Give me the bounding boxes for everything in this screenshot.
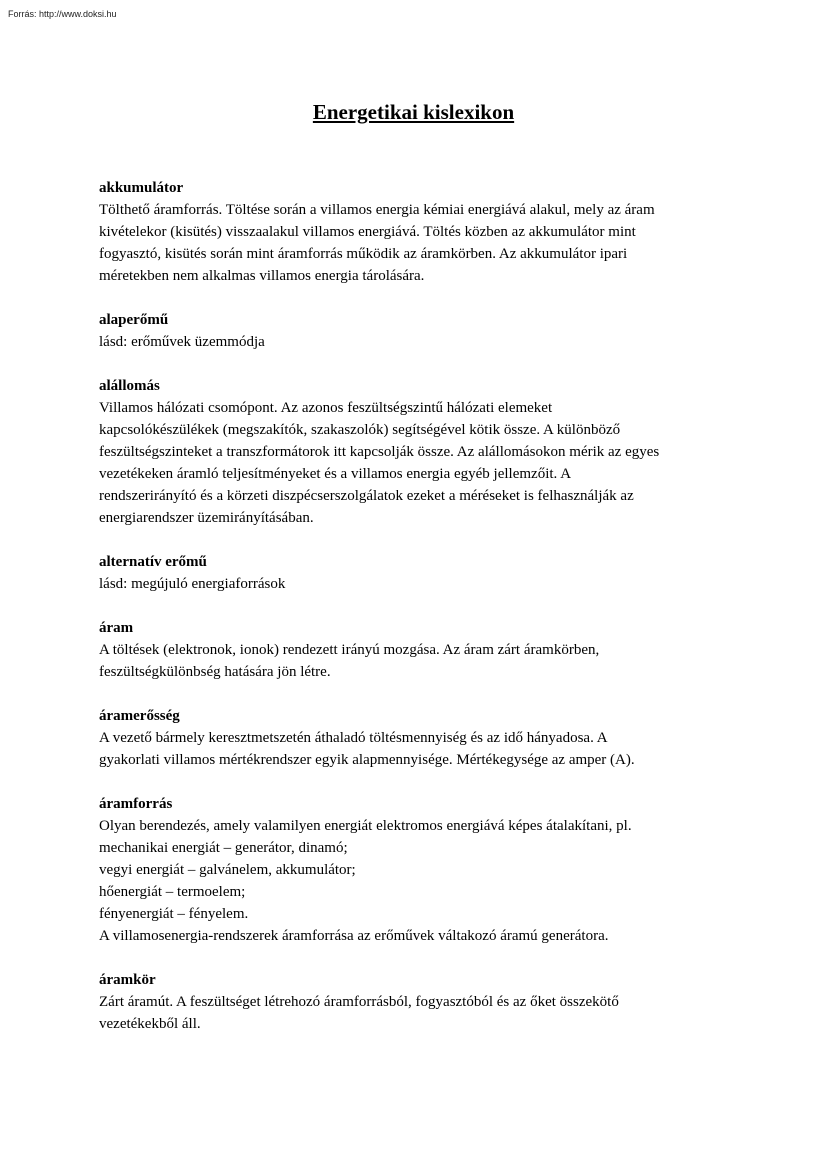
entry-definition-line: kivételekor (kisütés) visszaalakul villamos energiává. Töltés közben az akkumulátor mint xyxy=(99,224,636,240)
entry-definition-line: lásd: megújuló energiaforrások xyxy=(99,576,286,592)
entry-definition-line: feszültségkülönbség hatására jön létre. xyxy=(99,664,331,680)
lexicon-entry xyxy=(99,793,759,947)
entry-definition-line: feszültségszinteket a transzformátorok itt kapcsolják össze. Az alállomásokon mérik az egyes xyxy=(99,444,660,460)
lexicon-entry xyxy=(99,969,759,1035)
lexicon-entry xyxy=(99,375,759,529)
source-url-label: Forrás: http://www.doksi.hu xyxy=(8,9,117,19)
entry-term: akkumulátor xyxy=(99,180,184,196)
entry-term: alaperőmű xyxy=(99,312,169,328)
lexicon-entry xyxy=(99,617,759,683)
entry-definition-line: energiarendszer üzemirányításában. xyxy=(99,510,314,526)
entry-definition-line: gyakorlati villamos mértékrendszer egyik alapmennyisége. Mértékegysége az amper (A). xyxy=(99,752,635,768)
entry-definition-line: méretekben nem alkalmas villamos energia tárolására. xyxy=(99,268,425,284)
entry-definition-line: lásd: erőművek üzemmódja xyxy=(99,334,265,350)
lexicon-entry xyxy=(99,705,759,771)
entry-definition-line: kapcsolókészülékek (megszakítók, szakaszolók) segítségével kötik össze. A különböző xyxy=(99,422,621,438)
entry-definition-line: vegyi energiát – galvánelem, akkumulátor; xyxy=(99,862,356,878)
entry-definition-line: A vezető bármely keresztmetszetén áthaladó töltésmennyiség és az idő hányadosa. A xyxy=(99,730,608,746)
lexicon-entry xyxy=(99,309,759,353)
entry-definition-line: Villamos hálózati csomópont. Az azonos feszültségszintű hálózati elemeket xyxy=(99,400,553,416)
entry-definition-line: fogyasztó, kisütés során mint áramforrás működik az áramkörben. Az akkumulátor ipari xyxy=(99,246,628,262)
entry-definition-line: hőenergiát – termoelem; xyxy=(99,884,246,900)
entry-definition-line: mechanikai energiát – generátor, dinamó; xyxy=(99,840,348,856)
entry-definition-line: A villamosenergia-rendszerek áramforrása az erőművek váltakozó áramú generátora. xyxy=(99,928,609,944)
entry-definition-line: vezetékeken áramló teljesítményeket és a villamos energia egyéb jellemzőit. A xyxy=(99,466,572,482)
entry-term: áramerősség xyxy=(99,708,180,724)
page-title: Energetikai kislexikon xyxy=(312,100,515,124)
entry-definition-line: Tölthető áramforrás. Töltése során a villamos energia kémiai energiává alakul, mely az áram xyxy=(99,202,655,218)
entry-definition-line: rendszerirányító és a körzeti diszpécserszolgálatok ezeket a méréseket is felhasználják az xyxy=(99,488,634,504)
entry-term: áram xyxy=(99,620,134,636)
entry-definition-line: Olyan berendezés, amely valamilyen energiát elektromos energiává képes átalakítani, pl. xyxy=(99,818,632,834)
entry-definition-line: Zárt áramút. A feszültséget létrehozó áramforrásból, fogyasztóból és az őket összekötő xyxy=(99,994,619,1010)
entry-term: áramforrás xyxy=(99,796,173,812)
entry-definition-line: fényenergiát – fényelem. xyxy=(99,906,249,922)
lexicon-entry xyxy=(99,177,759,287)
entry-definition-line: vezetékekből áll. xyxy=(99,1016,201,1032)
lexicon-entries xyxy=(99,177,759,1057)
entry-term: áramkör xyxy=(99,972,156,988)
lexicon-entry xyxy=(99,551,759,595)
entry-definition-line: A töltések (elektronok, ionok) rendezett irányú mozgása. Az áram zárt áramkörben, xyxy=(99,642,600,658)
entry-term: alállomás xyxy=(99,378,160,394)
entry-term: alternatív erőmű xyxy=(99,554,207,570)
